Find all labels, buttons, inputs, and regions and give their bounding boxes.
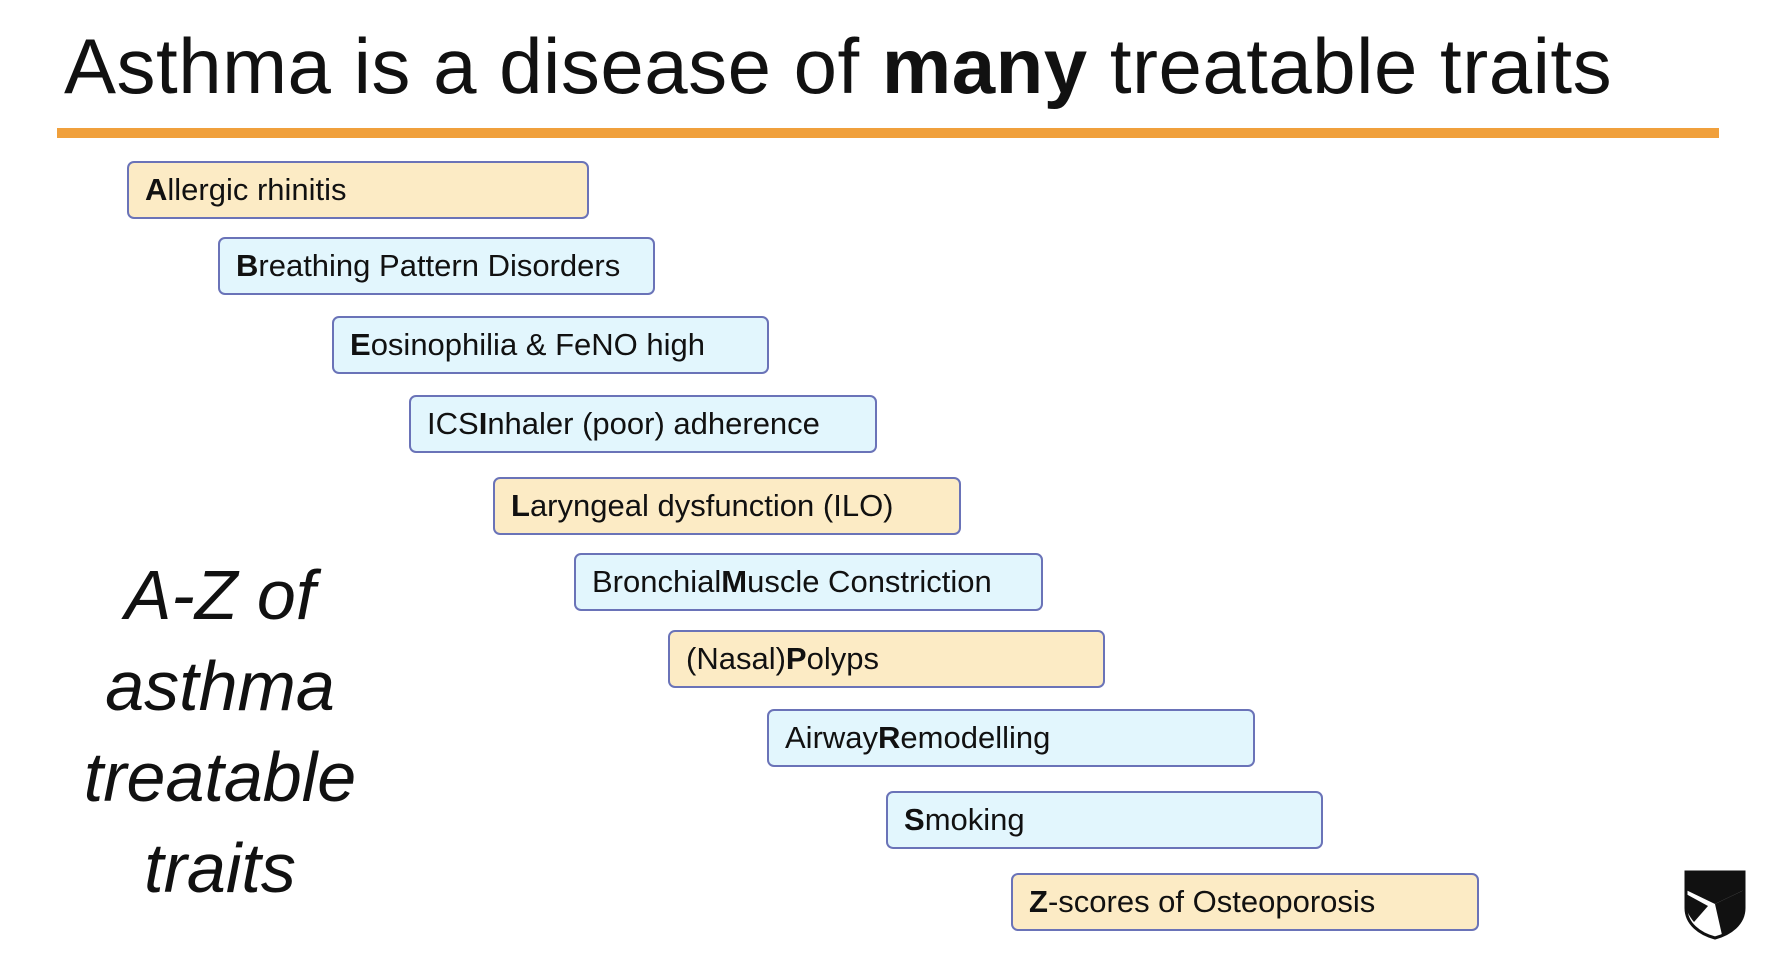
title-divider [57,128,1719,138]
side-caption-line: treatable [83,738,357,816]
side-caption [55,550,385,914]
side-caption-line: traits [144,829,296,907]
trait-text: olyps [806,641,879,676]
trait-box-z-scores-osteoporosis [1011,873,1479,931]
trait-text: aryngeal dysfunction (ILO) [529,488,894,523]
trait-text: -scores of Osteoporosis [1047,884,1376,919]
trait-letter: Z [1029,884,1048,919]
trait-box-nasal-polyps [668,630,1105,688]
trait-text: llergic rhinitis [167,172,347,207]
trait-box-laryngeal-dysfunction [493,477,961,535]
side-caption-line: A-Z of [124,556,316,634]
side-caption-line: asthma [105,647,335,725]
shield-crest-icon [1684,870,1746,940]
trait-box-muscle-constriction [574,553,1043,611]
trait-box-inhaler-adherence [409,395,877,453]
trait-box-eosinophilia [332,316,769,374]
trait-text: Bronchial [592,564,722,599]
trait-text: moking [924,802,1025,837]
trait-letter: R [878,720,901,755]
trait-text: (Nasal) [686,641,786,676]
trait-text: uscle Constriction [747,564,992,599]
trait-letter: L [511,488,530,523]
title-start: Asthma is a disease of [64,22,882,110]
trait-letter: E [350,327,371,362]
title-emphasis: many [881,22,1088,110]
trait-box-smoking [886,791,1323,849]
trait-text: osinophilia & FeNO high [370,327,705,362]
trait-text: reathing Pattern Disorders [258,248,621,283]
trait-text: Airway [785,720,879,755]
trait-letter: S [904,802,925,837]
trait-box-breathing-pattern [218,237,655,295]
slide-title [64,20,1612,112]
trait-text: nhaler (poor) adherence [487,406,820,441]
trait-letter: B [236,248,259,283]
trait-letter: M [721,564,748,599]
trait-text: emodelling [900,720,1051,755]
trait-box-allergic-rhinitis [127,161,589,219]
trait-letter: P [785,641,807,676]
trait-letter: I [478,406,488,441]
title-end: treatable traits [1087,22,1613,110]
trait-letter: A [145,172,168,207]
trait-box-airway-remodelling [767,709,1255,767]
trait-text: ICS [427,406,479,441]
